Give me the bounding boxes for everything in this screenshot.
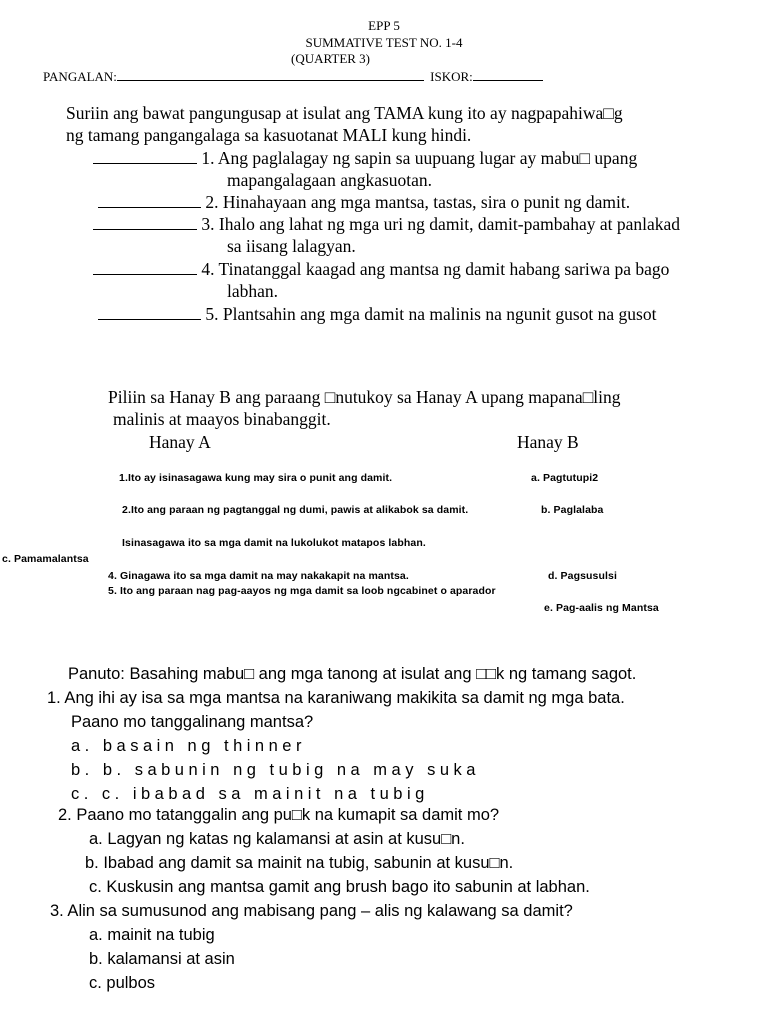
score-label: ISKOR: — [430, 69, 473, 84]
col-a-item-4: 4. Ginagawa ito sa mga damit na may nakakapit na mantsa. — [108, 570, 409, 582]
q2-choice-b: b. Ibabad ang damit sa mainit na tubig, sabunin at kusu□n. — [85, 854, 514, 872]
part1-item-4-text: 4. Tinatanggal kaagad ang mantsa ng damit habang sariwa pa bago — [201, 259, 670, 279]
part1-item-5 — [98, 304, 656, 325]
q2-text: 2. Paano mo tatanggalin ang pu□k na kumapit sa damit mo? — [58, 806, 500, 824]
q3-text: 3. Alin sa sumusunod ang mabisang pang – alis ng kalawang sa damit? — [50, 902, 573, 920]
col-a-header: Hanay A — [149, 432, 211, 452]
test-title: SUMMATIVE TEST NO. 1-4 — [305, 35, 463, 50]
q1-choice-b: b. b. sabunin ng tubig na may suka — [71, 761, 480, 779]
q1-choice-c: c. c. ibabad sa mainit na tubig — [71, 785, 429, 803]
q2-choice-a: a. Lagyan ng katas ng kalamansi at asin at kusu□n. — [89, 830, 465, 848]
q2-choice-c: c. Kuskusin ang mantsa gamit ang brush bago ito sabunin at labhan. — [89, 878, 590, 896]
subject-title: EPP 5 — [368, 18, 400, 33]
col-a-item-1: 1.Ito ay isinasagawa kung may sira o punit ang damit. — [119, 472, 393, 484]
q1-choice-a: a. basain ng thinner — [71, 737, 306, 755]
answer-blank-3[interactable] — [93, 215, 197, 230]
q3-choice-b: b. kalamansi at asin — [89, 950, 235, 968]
col-b-item-d: d. Pagsusulsi — [548, 570, 617, 582]
col-a-item-2: 2.Ito ang paraan ng pagtanggal ng dumi, pawis at alikabok sa damit. — [122, 504, 469, 516]
part1-item-1 — [93, 148, 637, 169]
name-label: PANGALAN: — [43, 69, 117, 84]
q3-choice-a: a. mainit na tubig — [89, 926, 215, 944]
part2-instructions-line2: malinis at maayos binabanggit. — [113, 409, 331, 429]
col-a-item-3: Isinasagawa ito sa mga damit na lukolukot matapos labhan. — [122, 537, 426, 549]
part1-item-2 — [98, 192, 630, 213]
q1-line1: 1. Ang ihi ay isa sa mga mantsa na karaniwang makikita sa damit ng mga bata. — [47, 689, 625, 707]
part1-instructions-line1: Suriin ang bawat pangungusap at isulat ang TAMA kung ito ay nagpapahiwa□g — [66, 103, 623, 123]
part1-item-3-cont: sa iisang lalagyan. — [227, 236, 356, 256]
part1-item-4 — [93, 259, 669, 280]
quarter-label: (QUARTER 3) — [291, 51, 371, 66]
answer-blank-4[interactable] — [93, 260, 197, 275]
part3-instructions: Panuto: Basahing mabu□ ang mga tanong at isulat ang □□k ng tamang sagot. — [68, 665, 637, 683]
score-field[interactable] — [473, 67, 543, 81]
col-a-item-5: 5. Ito ang paraan nag pag-aayos ng mga damit sa loob ngcabinet o aparador — [108, 585, 496, 597]
part2-instructions-line1: Piliin sa Hanay B ang paraang □nutukoy sa Hanay A upang mapana□ling — [108, 387, 621, 407]
part1-item-1-text: 1. Ang paglalagay ng sapin sa uupuang lugar ay mabu□ upang — [201, 148, 638, 168]
part1-item-4-cont: labhan. — [227, 281, 279, 301]
part1-item-2-text: 2. Hinahayaan ang mga mantsa, tastas, sira o punit ng damit. — [205, 192, 631, 212]
part1-item-3-text: 3. Ihalo ang lahat ng mga uri ng damit, damit-pambahay at panlakad — [201, 214, 681, 234]
name-row — [43, 67, 543, 85]
part1-item-1-cont: mapangalagaan angkasuotan. — [227, 170, 433, 190]
part1-instructions-line2: ng tamang pangangalaga sa kasuotanat MALI kung hindi. — [66, 125, 472, 145]
answer-blank-1[interactable] — [93, 149, 197, 164]
name-field[interactable] — [117, 67, 424, 81]
col-b-item-e: e. Pag-aalis ng Mantsa — [544, 602, 659, 614]
answer-blank-5[interactable] — [98, 305, 201, 320]
col-b-item-c: c. Pamamalantsa — [2, 553, 89, 565]
col-b-item-b: b. Paglalaba — [541, 504, 604, 516]
col-b-header: Hanay B — [517, 432, 579, 452]
part1-item-3 — [93, 214, 680, 235]
part1-item-5-text: 5. Plantsahin ang mga damit na malinis na ngunit gusot na gusot — [205, 304, 657, 324]
q3-choice-c: c. pulbos — [89, 974, 156, 992]
q1-line2: Paano mo tanggalinang mantsa? — [71, 713, 314, 731]
answer-blank-2[interactable] — [98, 193, 201, 208]
col-b-item-a: a. Pagtutupi2 — [531, 472, 599, 484]
